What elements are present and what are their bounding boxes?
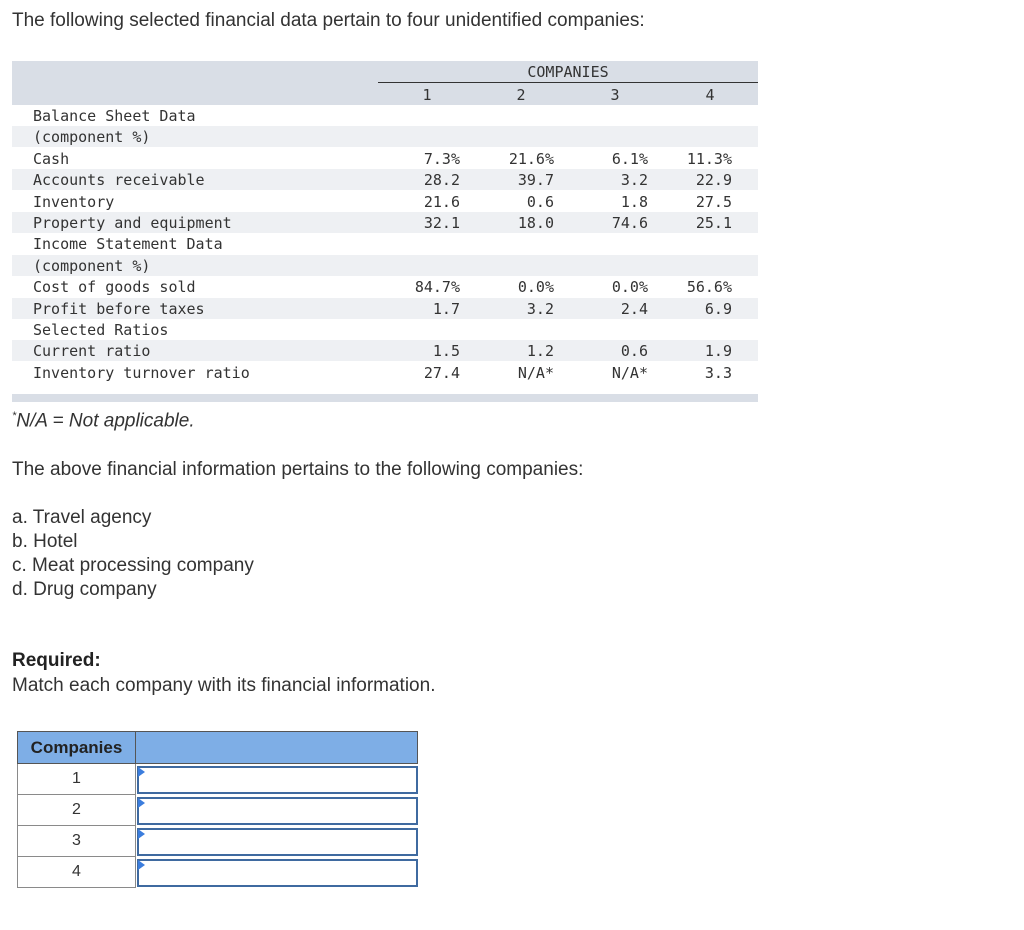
- cell-company-1: 32.1: [423, 214, 460, 232]
- table-row: [12, 255, 758, 276]
- table-row: [12, 319, 758, 340]
- cell-company-4: 11.3%: [686, 149, 732, 168]
- pertains-text: The above financial information pertains to the following companies:: [12, 459, 584, 480]
- answer-dropdown-1[interactable]: [137, 766, 418, 794]
- cell-company-1: 1.7: [432, 299, 460, 318]
- cell-company-2: 18.0: [517, 214, 554, 232]
- row-label: Cost of goods sold: [33, 278, 196, 297]
- answer-row: [17, 857, 418, 888]
- cell-company-2: 21.6%: [508, 149, 554, 168]
- cell-company-2: 3.2: [526, 299, 554, 318]
- cell-company-3: 6.1%: [611, 149, 648, 168]
- required-instructions: Match each company with its financial information.: [12, 675, 436, 696]
- row-label: Inventory turnover ratio: [33, 363, 250, 382]
- cell-company-2: 1.2: [526, 342, 554, 361]
- row-label: Property and equipment: [33, 214, 232, 232]
- answer-row: [17, 826, 418, 857]
- footnote: [12, 410, 195, 432]
- answer-company-number: 4: [18, 857, 136, 888]
- answer-dropdown-3[interactable]: [137, 828, 418, 856]
- cell-company-3: 1.8: [620, 192, 648, 211]
- answer-dropdown-2[interactable]: [137, 797, 418, 825]
- row-label: Balance Sheet Data: [33, 107, 196, 125]
- table-row: [12, 212, 758, 233]
- required-title: Required:: [12, 650, 101, 671]
- answer-row: [17, 764, 418, 795]
- table-row: [12, 298, 758, 319]
- answer-dropdown-4[interactable]: [137, 859, 418, 887]
- table-row: [12, 233, 758, 254]
- row-label: Current ratio: [33, 342, 151, 361]
- company-column-1: 1: [422, 86, 432, 104]
- cell-company-2: 0.6: [526, 192, 554, 211]
- cell-company-2: 0.0%: [517, 278, 554, 297]
- table-row: [12, 191, 758, 212]
- company-column-2: 2: [516, 86, 526, 104]
- table-row: [12, 169, 758, 190]
- option-d: d. Drug company: [12, 579, 157, 600]
- answer-header-companies: Companies: [17, 731, 136, 764]
- companies-header-rule: [378, 82, 758, 83]
- table-row: [12, 126, 758, 147]
- dropdown-indicator-icon: [138, 860, 145, 870]
- cell-company-4: 6.9: [704, 299, 732, 318]
- cell-company-1: 28.2: [423, 171, 460, 190]
- option-b: b. Hotel: [12, 531, 78, 552]
- table-row: [12, 148, 758, 169]
- footnote-text: N/A = Not applicable.: [16, 410, 195, 432]
- answer-row: [17, 795, 418, 826]
- cell-company-3: N/A*: [611, 363, 648, 382]
- dropdown-indicator-icon: [138, 767, 145, 777]
- answer-company-number: 2: [18, 795, 136, 826]
- answer-header-blank: [136, 731, 418, 764]
- table-row: [12, 340, 758, 361]
- cell-company-1: 1.5: [432, 342, 460, 361]
- cell-company-3: 3.2: [620, 171, 648, 190]
- financial-data-table: [12, 61, 758, 401]
- dropdown-indicator-icon: [138, 829, 145, 839]
- dropdown-indicator-icon: [138, 798, 145, 808]
- cell-company-3: 0.6: [620, 342, 648, 361]
- company-column-4: 4: [705, 86, 715, 104]
- intro-text: The following selected financial data pertain to four unidentified companies:: [12, 10, 645, 31]
- row-label: Accounts receivable: [33, 171, 205, 190]
- cell-company-4: 1.9: [704, 342, 732, 361]
- table-row: [12, 362, 758, 383]
- row-label: (component %): [33, 128, 151, 147]
- cell-company-4: 25.1: [695, 214, 732, 232]
- table-row: [12, 276, 758, 297]
- company-column-3: 3: [610, 86, 620, 104]
- table-header-band: [12, 61, 758, 105]
- cell-company-4: 22.9: [695, 171, 732, 190]
- row-label: Income Statement Data: [33, 235, 223, 254]
- company-options-list: [12, 506, 254, 602]
- cell-company-1: 84.7%: [414, 278, 460, 297]
- row-label: Selected Ratios: [33, 321, 169, 339]
- cell-company-3: 2.4: [620, 299, 648, 318]
- cell-company-3: 74.6: [611, 214, 648, 232]
- table-footer-band: [12, 394, 758, 402]
- option-a: a. Travel agency: [12, 507, 152, 528]
- cell-company-1: 21.6: [423, 192, 460, 211]
- cell-company-1: 7.3%: [423, 149, 460, 168]
- row-label: (component %): [33, 256, 151, 275]
- cell-company-4: 56.6%: [686, 278, 732, 297]
- option-c: c. Meat processing company: [12, 555, 254, 576]
- cell-company-2: N/A*: [517, 363, 554, 382]
- cell-company-2: 39.7: [517, 171, 554, 190]
- cell-company-4: 27.5: [695, 192, 732, 211]
- row-label: Cash: [33, 149, 70, 168]
- row-label: Profit before taxes: [33, 299, 205, 318]
- answer-company-number: 3: [18, 826, 136, 857]
- answer-table: [17, 731, 418, 888]
- row-label: Inventory: [33, 192, 115, 211]
- footnote-mark: *: [12, 410, 17, 422]
- table-row: [12, 105, 758, 126]
- answer-company-number: 1: [18, 764, 136, 795]
- companies-header: COMPANIES: [527, 63, 609, 81]
- cell-company-4: 3.3: [704, 363, 732, 382]
- cell-company-3: 0.0%: [611, 278, 648, 297]
- cell-company-1: 27.4: [423, 363, 460, 382]
